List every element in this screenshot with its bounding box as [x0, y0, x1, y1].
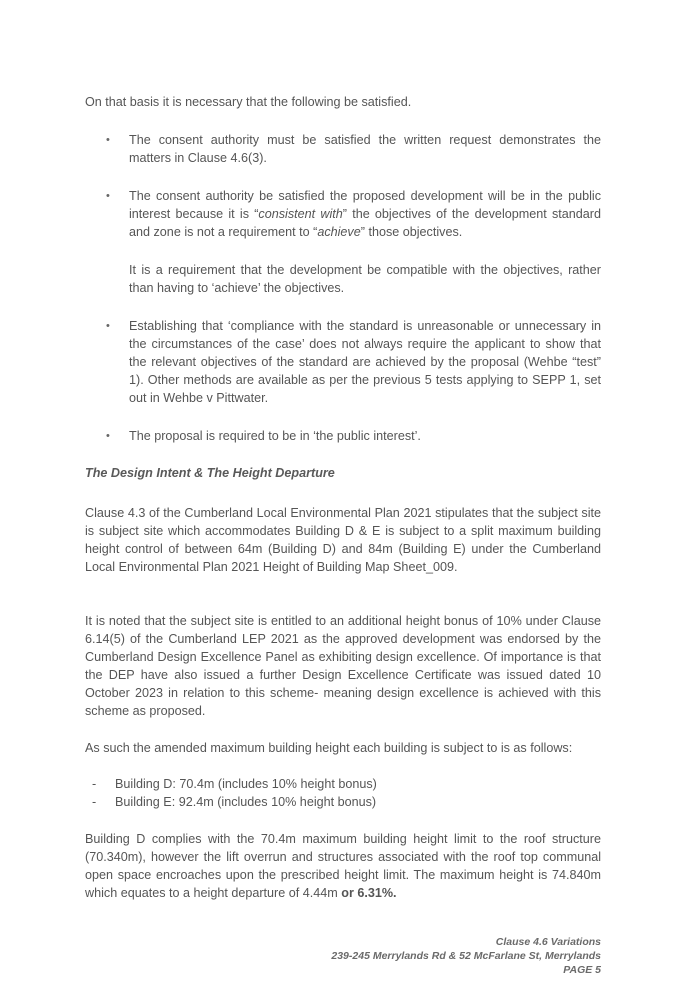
bullet-icon: •: [106, 430, 110, 442]
bullet-icon: •: [106, 190, 110, 202]
list-item-text: Building E: 92.4m (includes 10% height bonus): [115, 795, 377, 809]
list-item-text: Building D: 70.4m (includes 10% height bonus): [115, 777, 377, 791]
footer-title: Clause 4.6 Variations: [495, 936, 601, 948]
section-heading: The Design Intent & The Height Departure: [85, 466, 335, 480]
bullet-followup-paragraph: It is a requirement that the development be compatible with the objectives, rather than having to ‘achieve’ the objectives.: [129, 263, 601, 295]
bullet-icon: •: [106, 134, 110, 146]
bullet-text: Establishing that ‘compliance with the standard is unreasonable or unnecessary in the circumstances of the case’ does not always require the applicant to show that the relevant objectives of the standard are achieved by the proposal (Wehbe “test” 1). Other methods are available as per the previous 5 tests applying to SEPP 1, set out in Wehbe v Pittwater.: [129, 319, 601, 405]
dash-icon: -: [92, 777, 97, 791]
dash-icon: -: [92, 795, 97, 809]
body-paragraph: Clause 4.3 of the Cumberland Local Environmental Plan 2021 stipulates that the subject site is subject site which accommodates Building D & E is subject to a split maximum building height control of between 64m (Building D) and 84m (Building E) under the Cumberland Local Environmental Plan 2021 Height of Building Map Sheet_009.: [85, 506, 601, 574]
intro-paragraph: On that basis it is necessary that the following be satisfied.: [85, 95, 412, 109]
page-footer: [331, 935, 601, 977]
bullet-text: The proposal is required to be in ‘the public interest’.: [129, 429, 421, 443]
footer-address: 239-245 Merrylands Rd & 52 McFarlane St, Merrylands: [331, 950, 601, 962]
body-paragraph: Building D complies with the 70.4m maximum building height limit to the roof structure (70.340m), however the lift overrun and structures associated with the roof top communal open space encroaches upon the prescribed height limit. The maximum height is 74.840m which equates to a height departure of 4.44m or 6.31%.: [85, 832, 601, 900]
bullet-icon: •: [106, 320, 110, 332]
page-number: PAGE 5: [563, 964, 601, 976]
body-paragraph: It is noted that the subject site is entitled to an additional height bonus of 10% under Clause 6.14(5) of the Cumberland LEP 2021 as the approved development was endorsed by the Cumberland Design Excellence Panel as exhibiting design excellence. Of importance is that the DEP have also issued a further Design Excellence Certificate was issued dated 10 October 2023 in relation to this scheme- meaning design excellence is achieved with this scheme as proposed.: [85, 614, 601, 718]
bullet-text: The consent authority must be satisfied the written request demonstrates the matters in Clause 4.6(3).: [129, 133, 601, 165]
body-paragraph: As such the amended maximum building height each building is subject to is as follows:: [85, 741, 573, 755]
bullet-text: The consent authority be satisfied the proposed development will be in the public interest because it is “consistent with” the objectives of the development standard and zone is not a requirement to “achieve” those objectives.: [129, 189, 601, 239]
